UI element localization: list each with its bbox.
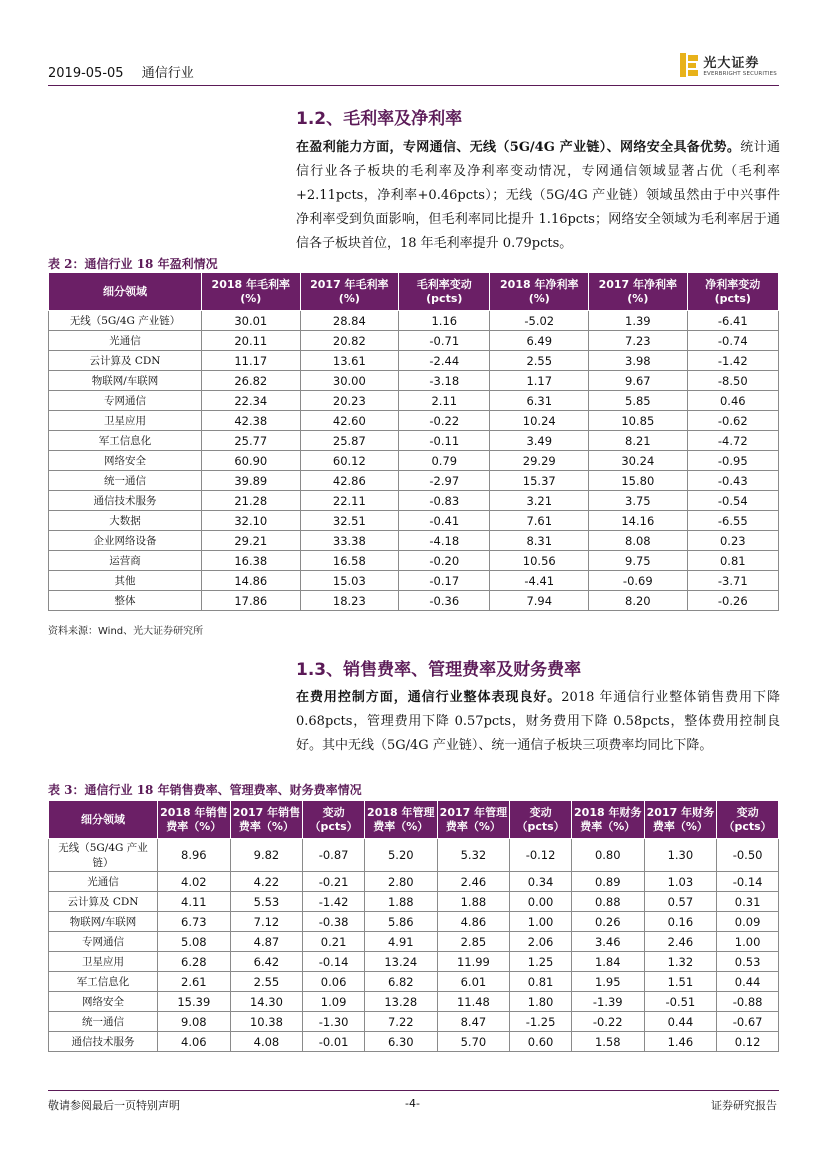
value-cell: 13.28 — [364, 992, 437, 1012]
value-cell: 14.16 — [589, 511, 688, 531]
value-cell: -0.14 — [717, 872, 779, 892]
section-paragraph-expense — [296, 686, 780, 758]
table-header-row — [49, 801, 779, 839]
table-row — [49, 411, 779, 431]
value-cell: 8.20 — [589, 591, 688, 611]
value-cell: -0.22 — [399, 411, 490, 431]
table-row — [49, 371, 779, 391]
value-cell: 60.12 — [300, 451, 399, 471]
table-row — [49, 451, 779, 471]
value-cell: 2.46 — [644, 932, 717, 952]
table-row — [49, 591, 779, 611]
value-cell: 6.28 — [158, 952, 231, 972]
value-cell: -0.20 — [399, 551, 490, 571]
value-cell: 3.98 — [589, 351, 688, 371]
value-cell: 0.23 — [687, 531, 778, 551]
profit-margin-table — [48, 272, 779, 611]
value-cell: -0.69 — [589, 571, 688, 591]
value-cell: 1.00 — [717, 932, 779, 952]
value-cell: 4.91 — [364, 932, 437, 952]
value-cell: 3.21 — [490, 491, 589, 511]
value-cell: -2.97 — [399, 471, 490, 491]
table-caption: 表 3：通信行业 18 年销售费率、管理费率、财务费率情况 — [48, 783, 362, 797]
value-cell: -0.95 — [687, 451, 778, 471]
logo-text-cn: 光大证券 — [703, 56, 760, 71]
value-cell: 0.79 — [399, 451, 490, 471]
value-cell: 0.81 — [510, 972, 572, 992]
value-cell: 1.03 — [644, 872, 717, 892]
value-cell: 9.82 — [230, 839, 303, 872]
value-cell: -0.26 — [687, 591, 778, 611]
value-cell: 8.47 — [437, 1012, 510, 1032]
row-label-cell: 云计算及 CDN — [49, 351, 202, 371]
value-cell: -4.41 — [490, 571, 589, 591]
value-cell: 0.31 — [717, 892, 779, 912]
value-cell: 42.86 — [300, 471, 399, 491]
value-cell: 4.11 — [158, 892, 231, 912]
header-cell: 2018 年销售费率（%） — [158, 801, 231, 839]
value-cell: 10.56 — [490, 551, 589, 571]
value-cell: 0.09 — [717, 912, 779, 932]
value-cell: 1.88 — [364, 892, 437, 912]
row-label-cell: 光通信 — [49, 872, 158, 892]
header-cell: 细分领域 — [49, 273, 202, 311]
value-cell: -6.41 — [687, 311, 778, 331]
value-cell: 9.08 — [158, 1012, 231, 1032]
value-cell: -0.21 — [303, 872, 365, 892]
value-cell: -0.62 — [687, 411, 778, 431]
row-label-cell: 整体 — [49, 591, 202, 611]
value-cell: 6.01 — [437, 972, 510, 992]
table-row — [49, 571, 779, 591]
header-cell: 毛利率变动(pcts) — [399, 273, 490, 311]
row-label-cell: 大数据 — [49, 511, 202, 531]
value-cell: 1.84 — [571, 952, 644, 972]
value-cell: 5.32 — [437, 839, 510, 872]
header-cell: 变动（pcts） — [510, 801, 572, 839]
value-cell: 60.90 — [202, 451, 301, 471]
value-cell: 8.96 — [158, 839, 231, 872]
table-row — [49, 551, 779, 571]
paragraph-body: 统计通信行业各子板块的毛利率及净利率变动情况，专网通信领域显著占优（毛利率+2.11pcts，净利率+0.46pcts）；无线（5G/4G 产业链）领域虽然由于中兴事件净利率受到负面影响，但毛利率同比提升 1.16pcts；网络安全领域为毛利率居于通信各子板块首位，18 年毛利率提升 0.79pcts。 — [296, 140, 780, 251]
value-cell: 29.21 — [202, 531, 301, 551]
value-cell: 32.10 — [202, 511, 301, 531]
table-row — [49, 471, 779, 491]
header-cell: 2017 年净利率(%) — [589, 273, 688, 311]
value-cell: 15.37 — [490, 471, 589, 491]
value-cell: 4.06 — [158, 1032, 231, 1052]
value-cell: 2.11 — [399, 391, 490, 411]
value-cell: -3.71 — [687, 571, 778, 591]
value-cell: 10.85 — [589, 411, 688, 431]
value-cell: 7.23 — [589, 331, 688, 351]
value-cell: 8.08 — [589, 531, 688, 551]
row-label-cell: 卫星应用 — [49, 411, 202, 431]
row-label-cell: 统一通信 — [49, 471, 202, 491]
value-cell: 0.46 — [687, 391, 778, 411]
value-cell: -0.88 — [717, 992, 779, 1012]
value-cell: 7.94 — [490, 591, 589, 611]
footer-report-type: 证券研究报告 — [711, 1099, 777, 1112]
value-cell: 0.00 — [510, 892, 572, 912]
value-cell: 0.16 — [644, 912, 717, 932]
value-cell: 5.20 — [364, 839, 437, 872]
value-cell: 6.31 — [490, 391, 589, 411]
header-cell: 2018 年净利率(%) — [490, 273, 589, 311]
value-cell: -0.87 — [303, 839, 365, 872]
value-cell: -4.18 — [399, 531, 490, 551]
value-cell: 2.80 — [364, 872, 437, 892]
value-cell: -0.41 — [399, 511, 490, 531]
value-cell: 18.23 — [300, 591, 399, 611]
value-cell: -1.30 — [303, 1012, 365, 1032]
section-paragraph-margin — [296, 136, 780, 256]
value-cell: -0.36 — [399, 591, 490, 611]
value-cell: 11.99 — [437, 952, 510, 972]
value-cell: 28.84 — [300, 311, 399, 331]
header-cell: 2017 年管理费率（%） — [437, 801, 510, 839]
value-cell: 1.39 — [589, 311, 688, 331]
row-label-cell: 云计算及 CDN — [49, 892, 158, 912]
row-label-cell: 网络安全 — [49, 451, 202, 471]
data-source: 资料来源：Wind、光大证券研究所 — [48, 626, 204, 637]
value-cell: -0.43 — [687, 471, 778, 491]
value-cell: 2.61 — [158, 972, 231, 992]
table-row — [49, 912, 779, 932]
header-cell: 细分领域 — [49, 801, 158, 839]
value-cell: 1.51 — [644, 972, 717, 992]
value-cell: 0.26 — [571, 912, 644, 932]
report-date: 2019-05-05 — [48, 66, 124, 81]
value-cell: 3.46 — [571, 932, 644, 952]
industry-name: 通信行业 — [141, 66, 194, 81]
value-cell: 2.46 — [437, 872, 510, 892]
table-row — [49, 932, 779, 952]
value-cell: 6.42 — [230, 952, 303, 972]
row-label-cell: 统一通信 — [49, 1012, 158, 1032]
row-label-cell: 无线（5G/4G 产业链） — [49, 839, 158, 872]
logo-text-en: EVERBRIGHT SECURITIES — [703, 71, 777, 77]
header-cell: 净利率变动(pcts) — [687, 273, 778, 311]
value-cell: -0.51 — [644, 992, 717, 1012]
value-cell: 11.48 — [437, 992, 510, 1012]
table-row — [49, 331, 779, 351]
value-cell: 2.55 — [490, 351, 589, 371]
value-cell: 0.53 — [717, 952, 779, 972]
table-row — [49, 1012, 779, 1032]
value-cell: 13.24 — [364, 952, 437, 972]
table-caption: 表 2：通信行业 18 年盈利情况 — [48, 257, 218, 271]
row-label-cell: 军工信息化 — [49, 431, 202, 451]
value-cell: 2.85 — [437, 932, 510, 952]
value-cell: 6.30 — [364, 1032, 437, 1052]
value-cell: 4.87 — [230, 932, 303, 952]
value-cell: 10.24 — [490, 411, 589, 431]
table-row — [49, 872, 779, 892]
value-cell: 14.86 — [202, 571, 301, 591]
footer-disclaimer: 敬请参阅最后一页特别声明 — [48, 1099, 180, 1112]
table-row — [49, 531, 779, 551]
value-cell: 42.38 — [202, 411, 301, 431]
header-cell: 变动（pcts） — [303, 801, 365, 839]
header-divider — [48, 85, 779, 86]
value-cell: 29.29 — [490, 451, 589, 471]
value-cell: 9.67 — [589, 371, 688, 391]
value-cell: 4.08 — [230, 1032, 303, 1052]
row-label-cell: 企业网络设备 — [49, 531, 202, 551]
value-cell: 1.32 — [644, 952, 717, 972]
value-cell: -0.67 — [717, 1012, 779, 1032]
value-cell: 6.82 — [364, 972, 437, 992]
value-cell: 22.11 — [300, 491, 399, 511]
value-cell: 30.00 — [300, 371, 399, 391]
value-cell: 5.08 — [158, 932, 231, 952]
row-label-cell: 物联网/车联网 — [49, 912, 158, 932]
value-cell: 30.01 — [202, 311, 301, 331]
value-cell: -0.14 — [303, 952, 365, 972]
value-cell: 0.57 — [644, 892, 717, 912]
value-cell: 7.12 — [230, 912, 303, 932]
value-cell: 7.22 — [364, 1012, 437, 1032]
value-cell: 0.60 — [510, 1032, 572, 1052]
value-cell: -4.72 — [687, 431, 778, 451]
footer-divider — [48, 1090, 779, 1091]
page-header — [48, 62, 194, 81]
value-cell: 1.88 — [437, 892, 510, 912]
table-row — [49, 311, 779, 331]
value-cell: 15.03 — [300, 571, 399, 591]
value-cell: -0.74 — [687, 331, 778, 351]
header-cell: 2018 年管理费率（%） — [364, 801, 437, 839]
value-cell: -1.42 — [303, 892, 365, 912]
row-label-cell: 网络安全 — [49, 992, 158, 1012]
value-cell: 15.80 — [589, 471, 688, 491]
row-label-cell: 通信技术服务 — [49, 491, 202, 511]
table-row — [49, 992, 779, 1012]
value-cell: -0.38 — [303, 912, 365, 932]
paragraph-body: 2018 年通信行业整体销售费用下降 0.68pcts，管理费用下降 0.57pcts，财务费用下降 0.58pcts，整体费用控制良好。其中无线（5G/4G 产业链）、统一通信子板块三项费率均同比下降。 — [296, 690, 780, 753]
value-cell: -1.25 — [510, 1012, 572, 1032]
value-cell: 42.60 — [300, 411, 399, 431]
value-cell: -8.50 — [687, 371, 778, 391]
table-header-row — [49, 273, 779, 311]
value-cell: 5.53 — [230, 892, 303, 912]
value-cell: 33.38 — [300, 531, 399, 551]
table-row — [49, 952, 779, 972]
value-cell: -0.22 — [571, 1012, 644, 1032]
header-cell: 变动（pcts） — [717, 801, 779, 839]
table-row — [49, 839, 779, 872]
row-label-cell: 军工信息化 — [49, 972, 158, 992]
value-cell: 1.17 — [490, 371, 589, 391]
value-cell: 6.49 — [490, 331, 589, 351]
value-cell: 4.22 — [230, 872, 303, 892]
table-row — [49, 431, 779, 451]
header-cell: 2018 年毛利率(%) — [202, 273, 301, 311]
value-cell: 5.86 — [364, 912, 437, 932]
value-cell: 5.85 — [589, 391, 688, 411]
value-cell: 16.38 — [202, 551, 301, 571]
row-label-cell: 运营商 — [49, 551, 202, 571]
page-number: -4- — [405, 1097, 420, 1110]
value-cell: 0.06 — [303, 972, 365, 992]
value-cell: 1.09 — [303, 992, 365, 1012]
value-cell: 13.61 — [300, 351, 399, 371]
value-cell: 4.02 — [158, 872, 231, 892]
value-cell: -0.54 — [687, 491, 778, 511]
value-cell: 0.89 — [571, 872, 644, 892]
company-logo — [680, 52, 777, 77]
value-cell: 26.82 — [202, 371, 301, 391]
value-cell: 15.39 — [158, 992, 231, 1012]
table-row — [49, 1032, 779, 1052]
value-cell: 22.34 — [202, 391, 301, 411]
value-cell: 2.06 — [510, 932, 572, 952]
value-cell: -0.50 — [717, 839, 779, 872]
table-row — [49, 491, 779, 511]
value-cell: 3.49 — [490, 431, 589, 451]
value-cell: -0.01 — [303, 1032, 365, 1052]
row-label-cell: 卫星应用 — [49, 952, 158, 972]
value-cell: 1.46 — [644, 1032, 717, 1052]
table-row — [49, 972, 779, 992]
value-cell: 10.38 — [230, 1012, 303, 1032]
row-label-cell: 通信技术服务 — [49, 1032, 158, 1052]
header-cell: 2017 年财务费率（%） — [644, 801, 717, 839]
value-cell: 17.86 — [202, 591, 301, 611]
value-cell: -0.17 — [399, 571, 490, 591]
logo-mark-icon — [680, 53, 698, 77]
table-row — [49, 511, 779, 531]
value-cell: 21.28 — [202, 491, 301, 511]
value-cell: -1.42 — [687, 351, 778, 371]
value-cell: 0.81 — [687, 551, 778, 571]
value-cell: 20.82 — [300, 331, 399, 351]
value-cell: -6.55 — [687, 511, 778, 531]
row-label-cell: 其他 — [49, 571, 202, 591]
row-label-cell: 专网通信 — [49, 391, 202, 411]
value-cell: 8.31 — [490, 531, 589, 551]
value-cell: 6.73 — [158, 912, 231, 932]
value-cell: -0.11 — [399, 431, 490, 451]
value-cell: 30.24 — [589, 451, 688, 471]
value-cell: 7.61 — [490, 511, 589, 531]
value-cell: -1.39 — [571, 992, 644, 1012]
value-cell: 32.51 — [300, 511, 399, 531]
value-cell: 1.58 — [571, 1032, 644, 1052]
value-cell: 3.75 — [589, 491, 688, 511]
row-label-cell: 专网通信 — [49, 932, 158, 952]
value-cell: 4.86 — [437, 912, 510, 932]
value-cell: 39.89 — [202, 471, 301, 491]
value-cell: 1.80 — [510, 992, 572, 1012]
table-row — [49, 351, 779, 371]
value-cell: 0.88 — [571, 892, 644, 912]
header-cell: 2017 年销售费率（%） — [230, 801, 303, 839]
value-cell: 0.21 — [303, 932, 365, 952]
row-label-cell: 无线（5G/4G 产业链） — [49, 311, 202, 331]
value-cell: 0.12 — [717, 1032, 779, 1052]
header-cell: 2017 年毛利率(%) — [300, 273, 399, 311]
value-cell: 1.16 — [399, 311, 490, 331]
value-cell: 20.23 — [300, 391, 399, 411]
value-cell: 0.34 — [510, 872, 572, 892]
value-cell: -0.12 — [510, 839, 572, 872]
value-cell: 9.75 — [589, 551, 688, 571]
value-cell: 1.95 — [571, 972, 644, 992]
value-cell: 1.00 — [510, 912, 572, 932]
value-cell: 16.58 — [300, 551, 399, 571]
value-cell: -0.83 — [399, 491, 490, 511]
value-cell: 5.70 — [437, 1032, 510, 1052]
table-row — [49, 892, 779, 912]
section-title-margin: 1.2、毛利率及净利率 — [296, 109, 463, 129]
header-cell: 2018 年财务费率（%） — [571, 801, 644, 839]
value-cell: 11.17 — [202, 351, 301, 371]
paragraph-lead: 在盈利能力方面，专网通信、无线（5G/4G 产业链）、网络安全具备优势。 — [296, 140, 741, 155]
paragraph-lead: 在费用控制方面，通信行业整体表现良好。 — [296, 690, 562, 705]
value-cell: -0.71 — [399, 331, 490, 351]
value-cell: 1.30 — [644, 839, 717, 872]
value-cell: 14.30 — [230, 992, 303, 1012]
value-cell: 1.25 — [510, 952, 572, 972]
value-cell: 0.44 — [644, 1012, 717, 1032]
table-row — [49, 391, 779, 411]
section-title-expense: 1.3、销售费率、管理费率及财务费率 — [296, 660, 582, 680]
value-cell: 8.21 — [589, 431, 688, 451]
value-cell: 0.80 — [571, 839, 644, 872]
value-cell: 0.44 — [717, 972, 779, 992]
value-cell: 25.77 — [202, 431, 301, 451]
row-label-cell: 光通信 — [49, 331, 202, 351]
value-cell: 20.11 — [202, 331, 301, 351]
value-cell: -3.18 — [399, 371, 490, 391]
value-cell: 25.87 — [300, 431, 399, 451]
row-label-cell: 物联网/车联网 — [49, 371, 202, 391]
value-cell: -5.02 — [490, 311, 589, 331]
value-cell: 2.55 — [230, 972, 303, 992]
expense-ratio-table — [48, 800, 779, 1052]
value-cell: -2.44 — [399, 351, 490, 371]
